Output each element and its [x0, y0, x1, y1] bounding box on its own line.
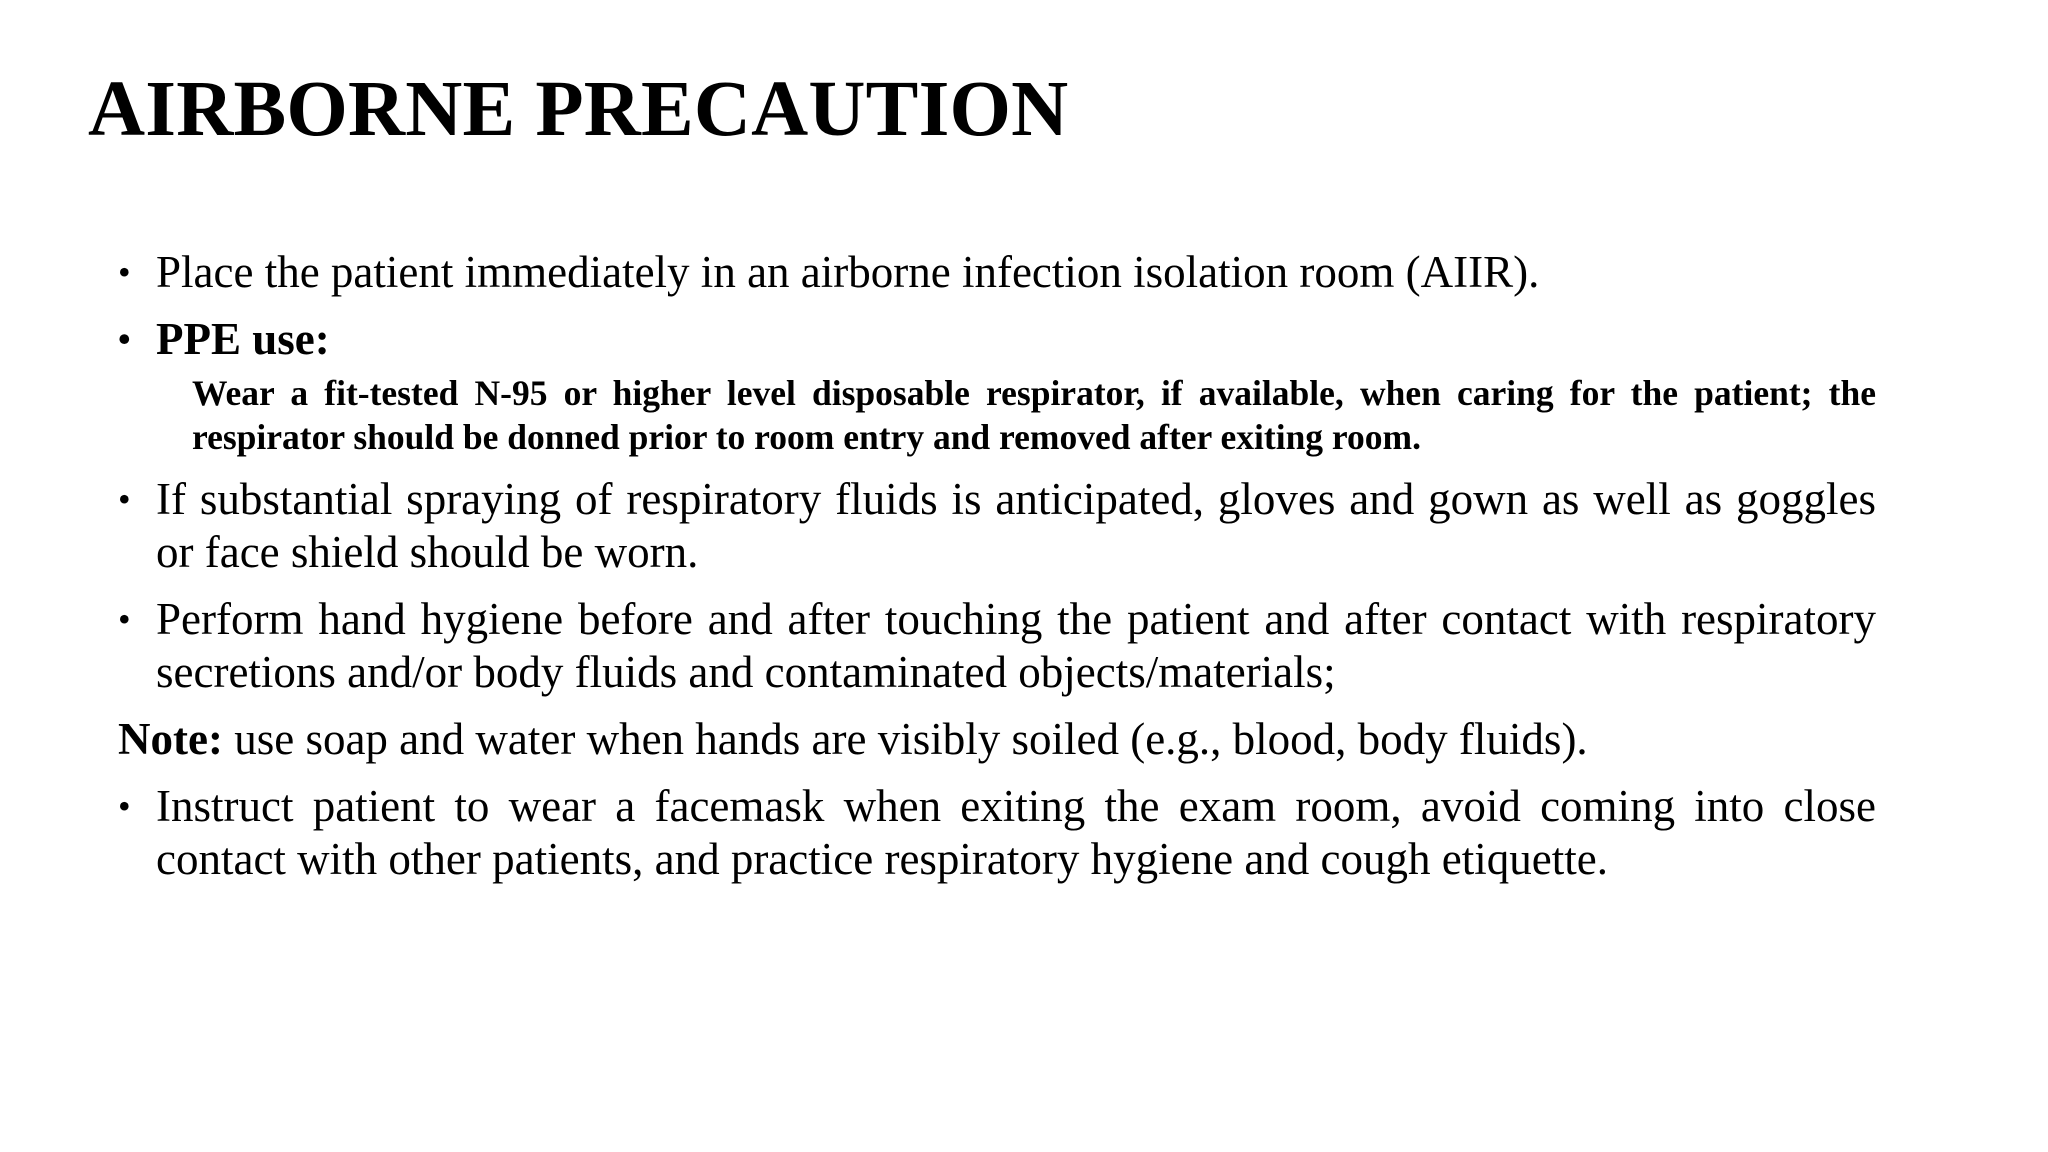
- bullet-icon: •: [118, 252, 131, 292]
- slide-title: AIRBORNE PRECAUTION: [88, 66, 1069, 153]
- note-label: Note:: [118, 714, 223, 764]
- bullet-item-hand-hygiene: [118, 593, 1876, 699]
- bullet-item-facemask: [118, 780, 1876, 886]
- bullet-item-isolation-room: [118, 246, 1876, 299]
- bullet-text: If substantial spraying of respiratory fluids is anticipated, gloves and gown as well as goggles or face shield should be worn.: [156, 474, 1876, 577]
- bullet-icon: •: [118, 479, 131, 519]
- bullet-text: Instruct patient to wear a facemask when exiting the exam room, avoid coming into close contact with other patients, and practice respiratory hygiene and cough etiquette.: [156, 781, 1876, 884]
- bullet-text: Perform hand hygiene before and after touching the patient and after contact with respiratory secretions and/or body fluids and contaminated objects/materials;: [156, 594, 1876, 697]
- bullet-text: Place the patient immediately in an airborne infection isolation room (AIIR).: [156, 247, 1540, 297]
- note-line: [118, 713, 1876, 766]
- ppe-detail-text: Wear a fit-tested N-95 or higher level disposable respirator, if available, when caring for the patient; the respirator should be donned prior to room entry and removed after exiting room.: [192, 373, 1876, 457]
- bullet-item-respiratory-fluids: [118, 473, 1876, 579]
- bullet-text: PPE use:: [156, 314, 330, 364]
- bullet-item-ppe-use: [118, 313, 1876, 366]
- note-text: use soap and water when hands are visibly soiled (e.g., blood, body fluids).: [222, 714, 1588, 764]
- bullet-icon: •: [118, 786, 131, 826]
- slide-content: [118, 246, 1876, 886]
- bullet-icon: •: [118, 599, 131, 639]
- bullet-icon: •: [118, 319, 131, 359]
